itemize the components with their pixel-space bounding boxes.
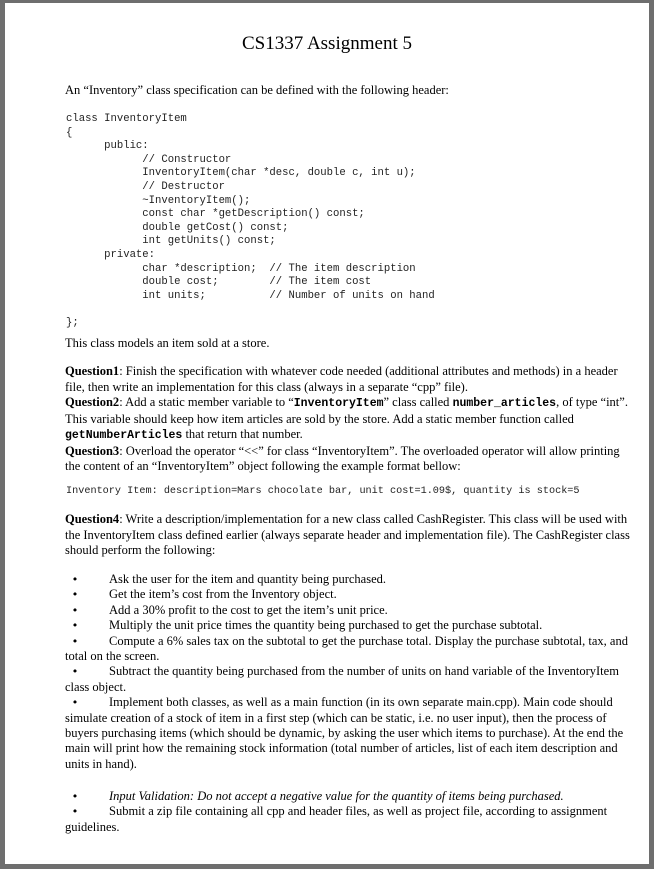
code-line: int getUnits() const; (66, 235, 276, 248)
list-item-text: Add a 30% profit to the cost to get the item’s unit price. (109, 602, 388, 617)
intro-text: An “Inventory” class specification can be defined with the following header: (65, 83, 449, 97)
question-2-text: : Add a static member variable to “ (119, 395, 294, 409)
question-2-text: , of type “int”. This variable should keep how item articles are sold by the store. Add a static member function called (65, 395, 628, 426)
list-item (65, 804, 639, 835)
question-2-code: getNumberArticles (65, 429, 183, 442)
page-border-bottom (0, 864, 654, 869)
code-line: // Constructor (66, 153, 232, 166)
bullet-icon: • (71, 573, 79, 586)
additional-requirements-list (65, 789, 639, 835)
questions-1-3 (65, 364, 637, 475)
question-2 (65, 395, 637, 444)
bullet-icon: • (71, 790, 79, 803)
list-item-text: Get the item’s cost from the Inventory object. (109, 587, 337, 602)
bullet-icon: • (71, 619, 79, 633)
list-item (65, 695, 639, 772)
page-border-top (0, 0, 654, 3)
code-line (66, 303, 435, 317)
list-item (65, 664, 639, 695)
requirements-list (65, 572, 639, 772)
list-item (65, 618, 639, 633)
input-validation-text: Input Validation: Do not accept a negative value for the quantity of items being purchased. (109, 789, 564, 803)
code-line: int units; // Number of units on hand (66, 289, 435, 302)
question-1-text: : Finish the specification with whatever code needed (additional attributes and methods) in a header file, then write an implementation for this class (always in a separate “cpp” file). (65, 364, 618, 394)
bullet-icon: • (71, 805, 79, 819)
list-item-text: Implement both classes, as well as a main function (in its own separate main.cpp). Main code should simulate creation of a stock of item in a first step (which can be static, i.e. no user input), then the process of buyers purchasing items (which should be dynamic, by asking the user which items to purchase). At the end the main will print how the remaining stock information (total number of articles, list of each item description and units in hand). (65, 695, 624, 771)
class-header-code (66, 113, 435, 331)
bullet-icon: • (71, 588, 79, 602)
page-title: CS1337 Assignment 5 (242, 33, 412, 54)
question-3 (65, 444, 637, 475)
question-1-label: Question1 (65, 364, 120, 378)
question-3-label: Question3 (65, 443, 120, 458)
list-item (65, 587, 639, 602)
code-line: double getCost() const; (66, 221, 289, 234)
code-line: InventoryItem(char *desc, double c, int u); (66, 167, 416, 180)
page-border-right (649, 0, 654, 869)
question-2-code: InventoryItem (293, 397, 384, 410)
question-2-label: Question2 (65, 395, 120, 409)
list-item-text: Multiply the unit price times the quantity being purchased to get the purchase subtotal. (109, 618, 543, 633)
question-3-text: : Overload the operator “<<” for class “InventoryItem”. The overloaded operator will allow printing the content of an “InventoryItem” object following the example format bellow: (65, 443, 620, 473)
question-4-text: : Write a description/implementation for a new class called CashRegister. This class will be used with the InventoryItem class defined earlier (always separate header and implementation file). The CashRegister class should perform the following: (65, 512, 630, 557)
bullet-icon: • (71, 603, 79, 617)
code-line: double cost; // The item cost (66, 276, 372, 289)
code-line: char *description; // The item description (66, 262, 416, 275)
bullet-icon: • (71, 665, 79, 679)
bullet-icon: • (71, 696, 79, 710)
list-item (65, 789, 639, 804)
list-item (65, 634, 639, 665)
question-2-text: ” class called (383, 395, 453, 409)
submission-text: Submit a zip file containing all cpp and header files, as well as project file, according to assignment guidelines. (65, 804, 608, 834)
code-line: { (66, 126, 73, 139)
list-item-text: Subtract the quantity being purchased from the number of units on hand variable of the InventoryItem class object. (65, 664, 619, 694)
question-4 (65, 512, 637, 559)
code-line: // Destructor (66, 180, 225, 193)
code-line: class InventoryItem (66, 113, 187, 125)
list-item-text: Compute a 6% sales tax on the subtotal to get the purchase total. Display the purchase subtotal, tax, and total on the screen. (65, 633, 628, 664)
example-output: Inventory Item: description=Mars chocolate bar, unit cost=1.09$, quantity is stock=5 (66, 486, 580, 497)
page-border-left (0, 0, 5, 869)
code-line: ~InventoryItem(); (66, 194, 251, 207)
bullet-icon: • (71, 634, 79, 648)
question-2-text: that return that number. (182, 427, 303, 441)
list-item-text: Ask the user for the item and quantity being purchased. (109, 572, 387, 586)
code-line: private: (66, 248, 156, 261)
list-item (65, 603, 639, 618)
code-line: const char *getDescription() const; (66, 208, 365, 221)
question-1 (65, 364, 637, 395)
question-4-label: Question4 (65, 512, 120, 526)
question-2-code: number_articles (452, 397, 557, 410)
code-line: }; (66, 316, 79, 329)
models-text: This class models an item sold at a store. (65, 336, 270, 350)
list-item (65, 572, 639, 587)
code-line: public: (66, 140, 149, 153)
